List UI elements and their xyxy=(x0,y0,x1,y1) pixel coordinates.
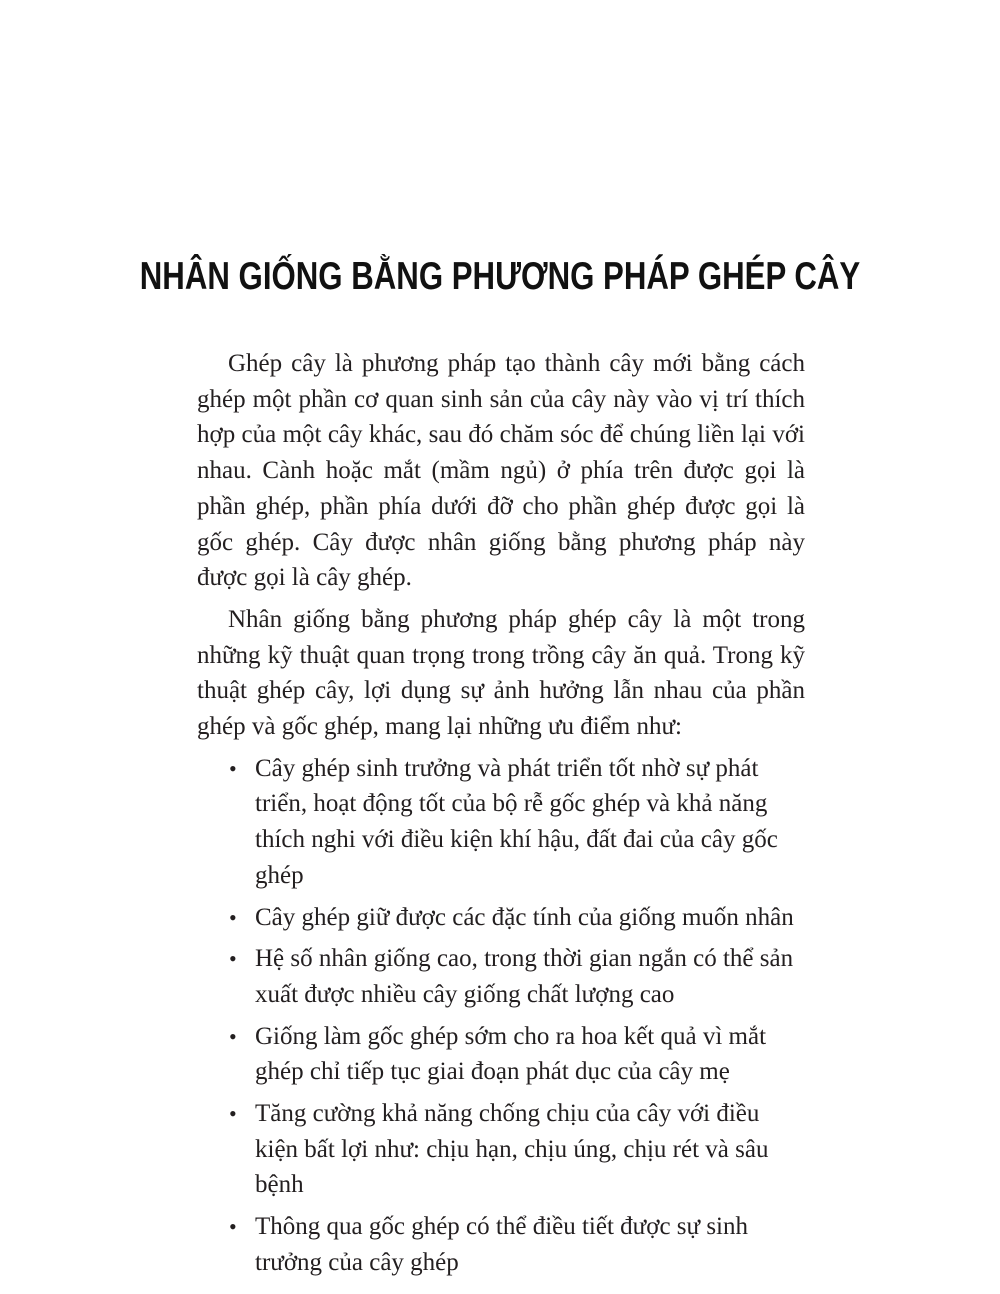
list-item xyxy=(197,1019,805,1090)
list-item-text: Tăng cường khả năng chống chịu của cây với điều kiện bất lợi như: chịu hạn, chịu úng, chịu rét và sâu bệnh xyxy=(255,1100,769,1199)
list-item xyxy=(197,900,805,936)
list-item-text: Hệ số nhân giống cao, trong thời gian ngắn có thể sản xuất được nhiều cây giống chất lượng cao xyxy=(255,945,794,1008)
bullet-icon: • xyxy=(229,755,237,781)
list-item xyxy=(197,751,805,894)
list-item-text: Cây ghép giữ được các đặc tính của giống muốn nhân xyxy=(255,903,794,931)
paragraph-advantages: Nhân giống bằng phương pháp ghép cây là một trong những kỹ thuật quan trọng trong trồng cây ăn quả. Trong kỹ thuật ghép cây, lợi dụng sự ảnh hưởng lẫn nhau của phần ghép và gốc ghép, mang lại những ưu điểm như: xyxy=(197,605,805,741)
advantages-list xyxy=(197,751,805,1281)
bullet-icon: • xyxy=(229,1101,237,1127)
bullet-icon: • xyxy=(229,946,237,972)
bullet-icon: • xyxy=(229,1023,237,1049)
list-item-text: Giống làm gốc ghép sớm cho ra hoa kết quả vì mắt ghép chỉ tiếp tục giai đoạn phát dục của cây mẹ xyxy=(255,1022,767,1086)
body-text xyxy=(197,346,805,1287)
page-title: NHÂN GIỐNG BẰNG PHƯƠNG PHÁP GHÉP CÂY xyxy=(139,255,861,298)
paragraph-intro: Ghép cây là phương pháp tạo thành cây mới bằng cách ghép một phần cơ quan sinh sản của cây này vào vị trí thích hợp của một cây khác, sau đó chăm sóc để chúng liền lại với nhau. Cành hoặc mắt (mầm ngủ) ở phía trên được gọi là phần ghép, phần phía dưới đỡ cho phần ghép được gọi là gốc ghép. Cây được nhân giống bằng phương pháp này được gọi là cây ghép. xyxy=(197,350,805,592)
bullet-icon: • xyxy=(229,1214,237,1240)
list-item-text: Thông qua gốc ghép có thể điều tiết được sự sinh trưởng của cây ghép xyxy=(255,1213,748,1276)
list-item xyxy=(197,941,805,1012)
list-item xyxy=(197,1096,805,1203)
bullet-icon: • xyxy=(229,904,237,930)
list-item xyxy=(197,1209,805,1280)
list-item-text: Cây ghép sinh trưởng và phát triển tốt nhờ sự phát triển, hoạt động tốt của bộ rễ gốc ghép và khả năng thích nghi với điều kiện khí hậu, đất đai của cây gốc ghép xyxy=(255,754,778,889)
